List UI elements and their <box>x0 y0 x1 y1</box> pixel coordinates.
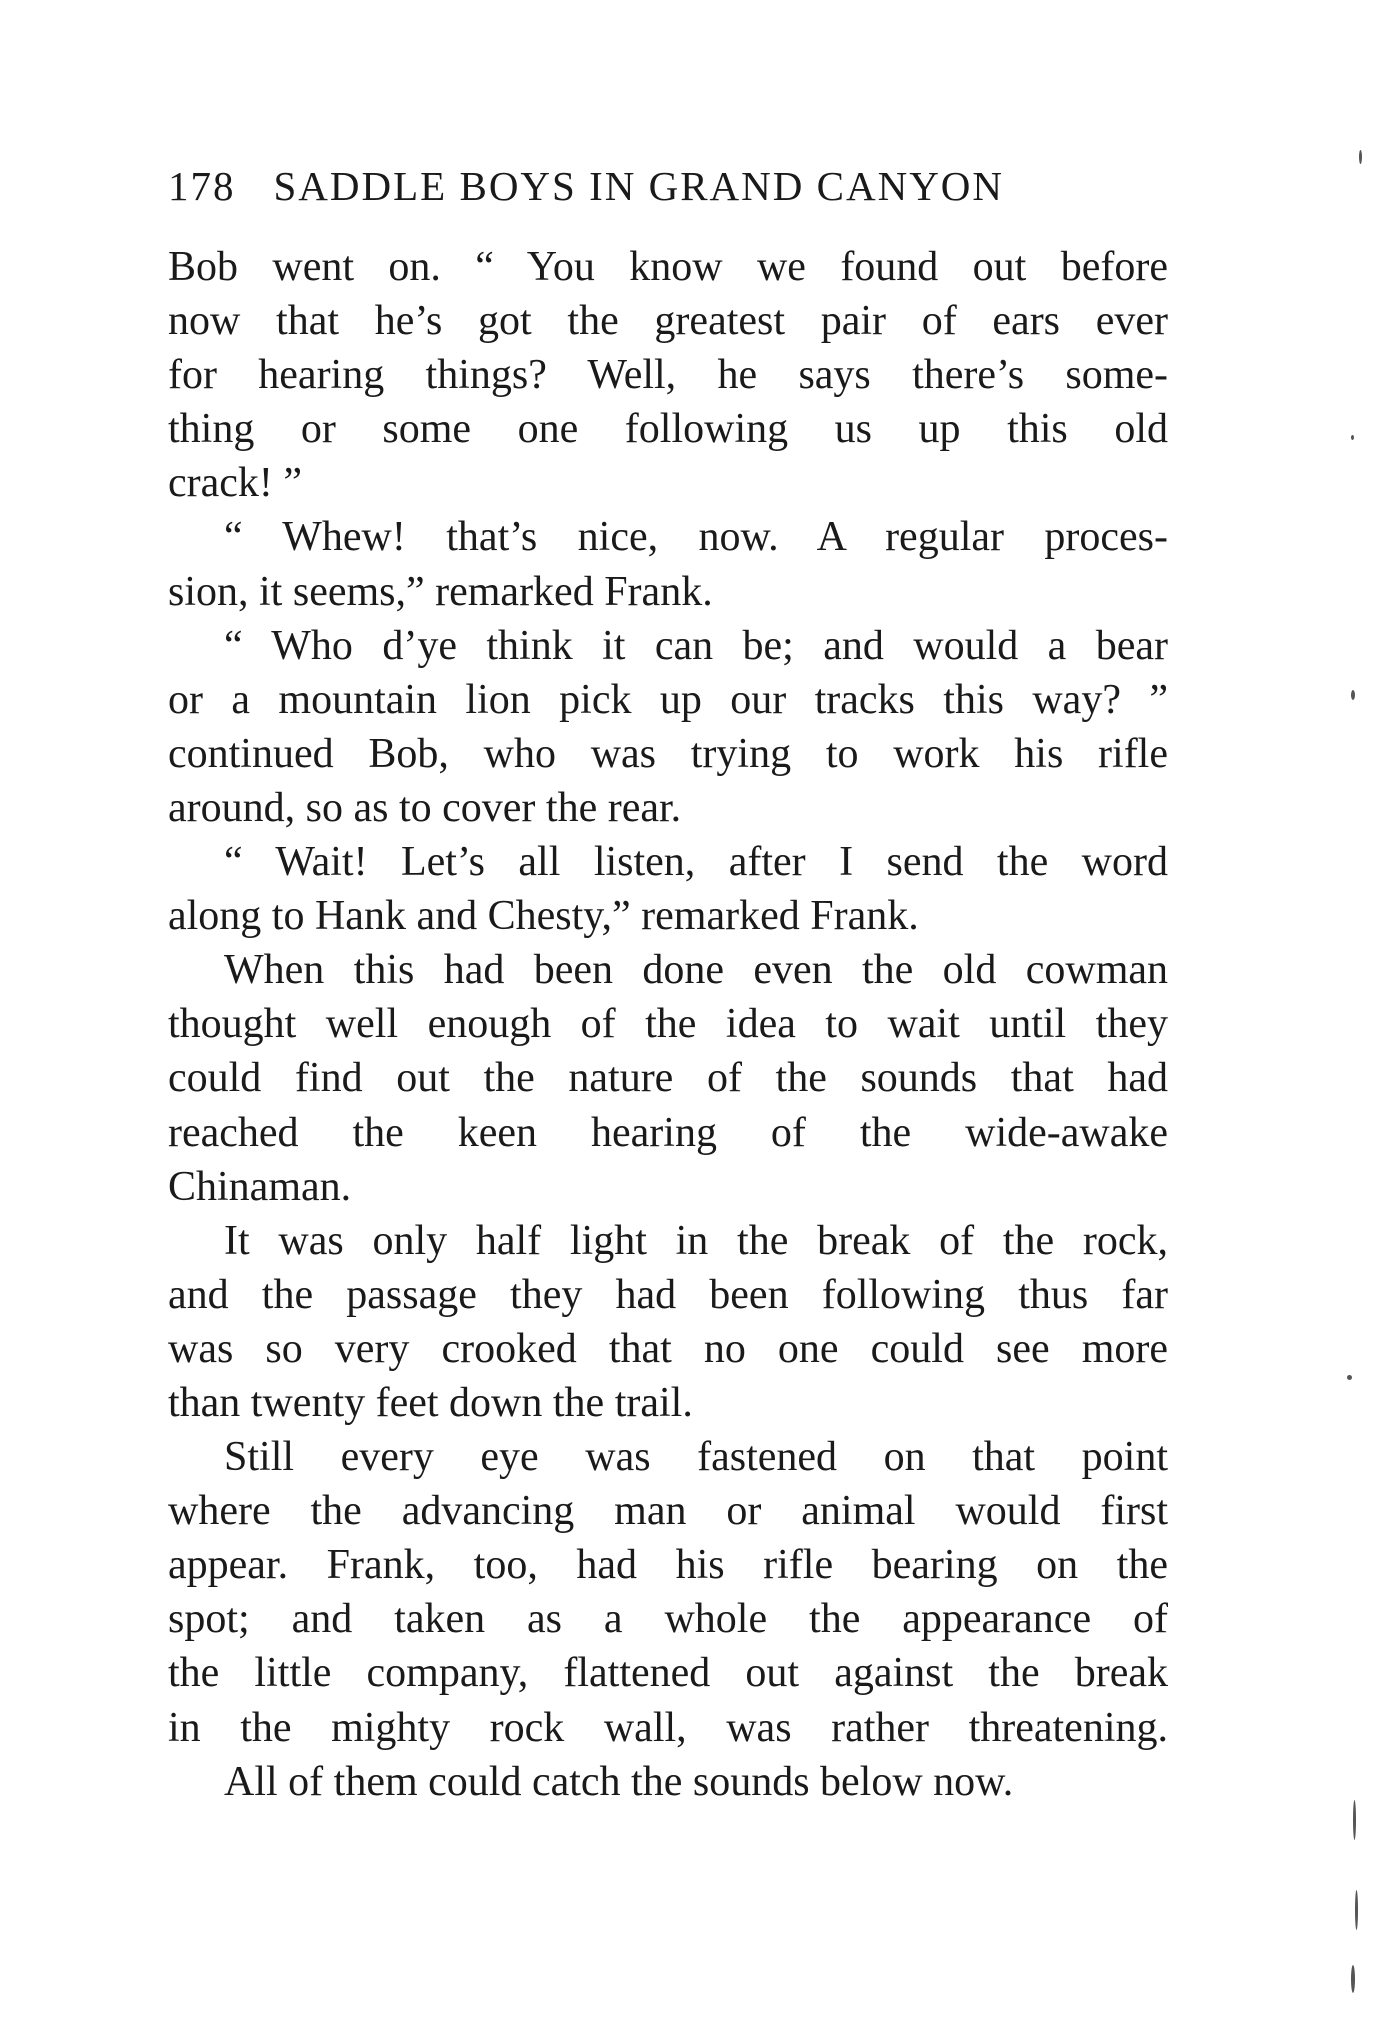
text-line: could find out the nature of the sounds that had <box>168 1055 1168 1102</box>
scan-speck <box>1351 1965 1355 1993</box>
scan-speck <box>1353 1800 1356 1840</box>
text-line: for hearing things? Well, he says there’s some- <box>168 352 1168 399</box>
text-line: sion, it seems,” remarked Frank. <box>168 568 713 615</box>
text-line: along to Hank and Chesty,” remarked Frank. <box>168 893 919 940</box>
text-line: appear. Frank, too, had his rifle bearing on the <box>168 1542 1168 1589</box>
text-line: Bob went on. “ You know we found out before <box>168 244 1168 290</box>
text-line: was so very crooked that no one could see more <box>168 1325 1168 1372</box>
text-line: reached the keen hearing of the wide-awake <box>168 1109 1168 1156</box>
scan-speck <box>1351 435 1354 440</box>
text-line: crack! ” <box>168 460 303 507</box>
scan-speck <box>1347 1375 1352 1380</box>
scan-speck <box>1359 150 1362 164</box>
text-line: than twenty feet down the trail. <box>168 1379 693 1426</box>
text-line: Chinaman. <box>168 1163 352 1210</box>
text-line: Still every eye was fastened on that point <box>224 1434 1168 1481</box>
text-line: All of them could catch the sounds below now. <box>224 1758 1014 1805</box>
text-line: where the advancing man or animal would first <box>168 1488 1168 1535</box>
text-line: and the passage they had been following thus far <box>168 1271 1168 1318</box>
text-line: in the mighty rock wall, was rather threatening. <box>168 1704 1168 1751</box>
text-line: “ Whew! that’s nice, now. A regular proces- <box>224 514 1168 561</box>
text-line: It was only half light in the break of the rock, <box>224 1217 1168 1264</box>
text-line: “ Wait! Let’s all listen, after I send the word <box>224 839 1168 886</box>
running-head <box>168 160 1168 212</box>
text-line: “ Who d’ye think it can be; and would a bear <box>224 622 1168 669</box>
text-line: around, so as to cover the rear. <box>168 784 682 831</box>
text-line: thing or some one following us up this old <box>168 406 1168 453</box>
body-text <box>168 240 1168 1809</box>
text-line: or a mountain lion pick up our tracks this way? ” <box>168 676 1168 723</box>
page-number: 178 <box>168 163 236 209</box>
running-title: SADDLE BOYS IN GRAND CANYON <box>273 163 1005 209</box>
text-line: spot; and taken as a whole the appearance of <box>168 1596 1168 1643</box>
text-line: the little company, flattened out against the break <box>168 1650 1168 1697</box>
text-line: thought well enough of the idea to wait until they <box>168 1001 1168 1048</box>
scan-margin-specks <box>1329 0 1389 2034</box>
text-line: now that he’s got the greatest pair of ears ever <box>168 298 1168 345</box>
scan-speck <box>1355 1890 1358 1930</box>
text-line: continued Bob, who was trying to work his rifle <box>168 730 1168 777</box>
text-line: When this had been done even the old cowman <box>224 947 1168 994</box>
scan-speck <box>1351 690 1355 700</box>
